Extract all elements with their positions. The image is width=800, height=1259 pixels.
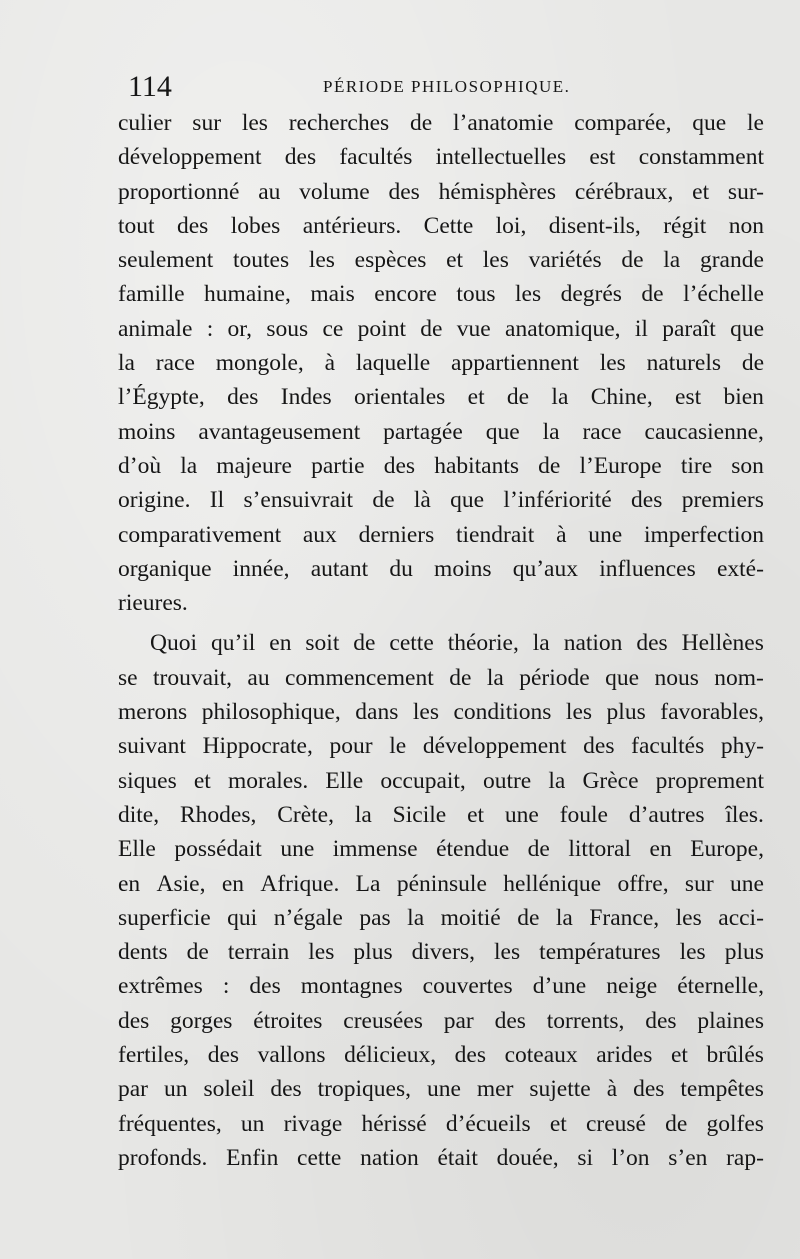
text-line: merons philosophique, dans les conditions les plus favorables, [118,699,764,726]
text-line: en Asie, en Afrique. La péninsule hellénique offre, sur une [118,870,764,897]
text-line: rieures. [118,590,188,617]
text-line: extrêmes : des montagnes couvertes d’une neige éternelle, [118,973,764,1000]
text-line: proportionné au volume des hémisphères cérébraux, et sur- [118,178,764,205]
running-head [128,70,762,104]
text-line: la race mongole, à laquelle appartiennent les naturels de [118,350,764,377]
text-line: fréquentes, un rivage hérissé d’écueils et creusé de golfes [118,1110,764,1137]
paragraph [118,626,764,1175]
text-line: Quoi qu’il en soit de cette théorie, la nation des Hellènes [150,630,764,657]
text-line: moins avantageusement partagée que la race caucasienne, [118,418,764,445]
text-line: tout des lobes antérieurs. Cette loi, disent-ils, régit non [118,212,764,239]
text-line: Elle possédait une immense étendue de littoral en Europe, [118,836,764,863]
text-line: l’Égypte, des Indes orientales et de la Chine, est bien [118,384,764,411]
text-line: suivant Hippocrate, pour le développement des facultés phy- [118,733,764,760]
text-line: superficie qui n’égale pas la moitié de la France, les acci- [118,904,764,931]
text-line: d’où la majeure partie des habitants de l’Europe tire son [118,452,764,479]
text-line: dents de terrain les plus divers, les températures les plus [118,939,764,966]
text-line: profonds. Enfin cette nation était douée, si l’on s’en rap- [118,1144,764,1171]
text-line: fertiles, des vallons délicieux, des coteaux arides et brûlés [118,1042,764,1069]
text-line: origine. Il s’ensuivrait de là que l’infériorité des premiers [118,487,764,514]
text-line: culier sur les recherches de l’anatomie comparée, que le [118,110,764,136]
text-line: seulement toutes les espèces et les variétés de la grande [118,247,764,274]
page-number: 114 [128,70,172,103]
text-line: siques et morales. Elle occupait, outre la Grèce proprement [118,767,764,794]
text-line: se trouvait, au commencement de la période que nous nom- [118,664,764,691]
text-line: organique innée, autant du moins qu’aux influences exté- [118,555,764,582]
paragraph [118,106,764,620]
text-line: comparativement aux derniers tiendrait à une imperfection [118,521,764,548]
text-line: par un soleil des tropiques, une mer sujette à des tempêtes [118,1076,764,1103]
text-line: dite, Rhodes, Crète, la Sicile et une foule d’autres îles. [118,801,764,828]
text-line: des gorges étroites creusées par des torrents, des plaines [118,1007,764,1034]
running-title: PÉRIODE PHILOSOPHIQUE. [323,77,571,96]
text-line: développement des facultés intellectuelles est constamment [118,144,764,171]
body-text [118,106,764,1175]
text-line: famille humaine, mais encore tous les degrés de l’échelle [118,281,764,308]
text-line: animale : or, sous ce point de vue anatomique, il paraît que [118,315,764,342]
